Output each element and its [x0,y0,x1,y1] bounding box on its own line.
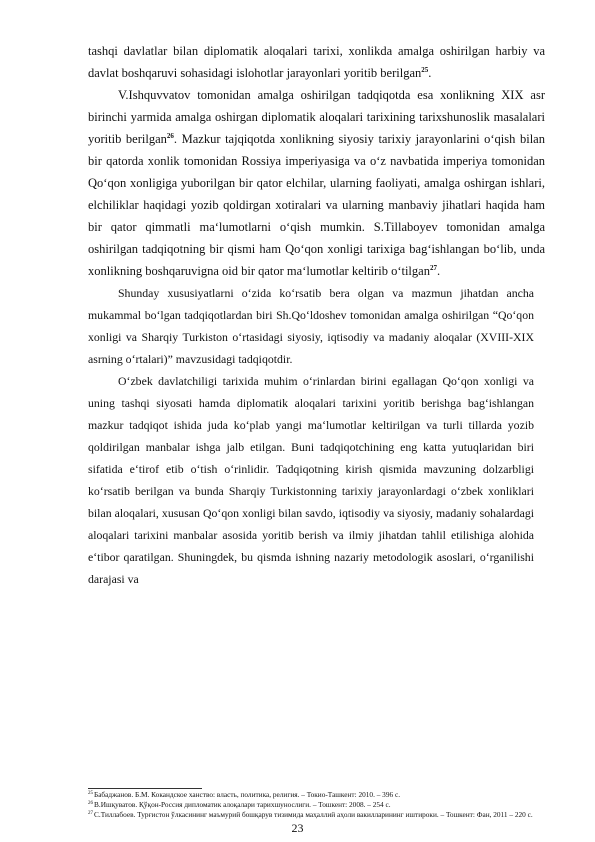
footnote-27 [88,810,545,820]
footnote-ref-27[interactable]: 27 [429,263,437,272]
paragraph-text: O‘zbek davlatchiligi tarixida muhim o‘rinlardan birini egallagan Qo‘qon xonligi va uning tashqi siyosati hamda diplomatik aloqalari tarixini yoritib berishga bag‘ishlangan mazkur tadqiqot ishida juda ko‘plab yangi ma‘lumotlar keltirilgan va turli tillarda yozib qoldirilgan manbalar ishga jalb etilgan. Buni tadqiqotchining eng katta yutuqlaridan biri sifatida e‘tirof etib o‘tish o‘rinlidir. Tadqiqotning kirish qismida mavzuning dolzarbligi ko‘rsatib berilgan va bunda Sharqiy Turkistonning tarixiy jarayonlardagi o‘zbek xonliklari bilan aloqalari, xususan Qo‘qon xonligi bilan savdo, iqtisodiy va siyosiy, madaniy sohalardagi aloqalari tarixini manbalar asosida yoritib berish va ilmiy jihatdan tahlil etilishiga alohida e‘tibor qaratilgan. Shuningdek, bu qismda ishning nazariy metodologik asoslari, o‘rganilishi darajasi va [88,374,534,586]
footnote-divider [88,788,202,789]
paragraph-text: Shunday xususiyatlarni o‘zida ko‘rsatib bera olgan va mazmun jihatdan ancha mukammal bo‘lgan tadqiqotlardan biri Sh.Qo‘ldoshev tomonidan amalga oshirilgan “Qo‘qon xonligi va Sharqiy Turkiston o‘rtasidagi siyosiy, iqtisodiy va madaniy aloqalar (XVIII-XIX asrning o‘rtalari)” mavzusidagi tadqiqotdir. [88,286,534,366]
paragraph-3 [88,282,534,370]
footnote-number: 25 [88,790,93,796]
footnote-text: С.Тиллабоев. Турғистон ўлкасининг маъмурий бошқарув тизимида маҳаллий аҳоли вакилларининг иштироки. – Тошкент: Фан, 2011 – 220 с. [94,810,533,819]
footnote-text: В.Ишқуватов. Қўқон-Россия дипломатик алоқалари тарихшунослиги. – Тошкент: 2008. – 254 c. [94,800,391,809]
page-body [88,40,545,590]
footnote-26 [88,800,545,810]
paragraph-text: V.Ishquvvatov tomonidan amalga oshirilgan tadqiqotda esa xonlikning XIX asr birinchi yarmida amalga oshirgan diplomatik aloqalari tarixining tarixshunoslik masalalari yoritib berilgan [88,88,545,146]
footnote-ref-25[interactable]: 25 [421,65,429,74]
paragraph-tail: . [428,66,432,80]
paragraph-2 [88,84,545,282]
footnote-25 [88,790,545,800]
page-number: 23 [291,821,304,835]
paragraph-1 [88,40,545,84]
paragraph-tail: . [436,264,441,278]
footnote-text: Бабаджанов. Б.М. Кокандское ханство: власть, политика, религия. – Токио-Ташкент: 2010. – 396 c. [94,790,401,799]
paragraph-tail: . Mazkur tajqiqotda xonlikning siyosiy tarixiy jarayonlarini o‘qish bilan bir qatorda xonlik tomonidan Rossiya imperiyasiga va o‘z navbatida imperiya tomonidan Qo‘qon xonligiga yuborilgan bir qator elchilar, ularning faoliyati, amalga oshirgan ishlari, elchiliklar haqidagi yozib qoldirgan xotiralari va ularning manbaviy jihatlari haqida ham bir qator qimmatli ma‘lumotlarni o‘qish mumkin. S.Tillaboyev tomonidan amalga oshirilgan tadqiqotning bir qismi ham Qo‘qon xonligi tarixiga bag‘ishlangan bo‘lib, unda xonlikning boshqaruvigna oid bir qator ma‘lumotlar keltirib o‘tilgan [88,132,545,278]
footnote-ref-26[interactable]: 26 [166,131,174,140]
paragraph-4 [88,370,534,590]
footnote-number: 26 [88,800,93,806]
paragraph-text: tashqi davlatlar bilan diplomatik aloqalari tarixi, xonlikda amalga oshirilgan harbiy va davlat boshqaruvi sohasidagi islohotlar jarayonlari yoritib berilgan [88,44,545,80]
footnote-number: 27 [88,810,93,816]
footnotes [88,790,545,820]
